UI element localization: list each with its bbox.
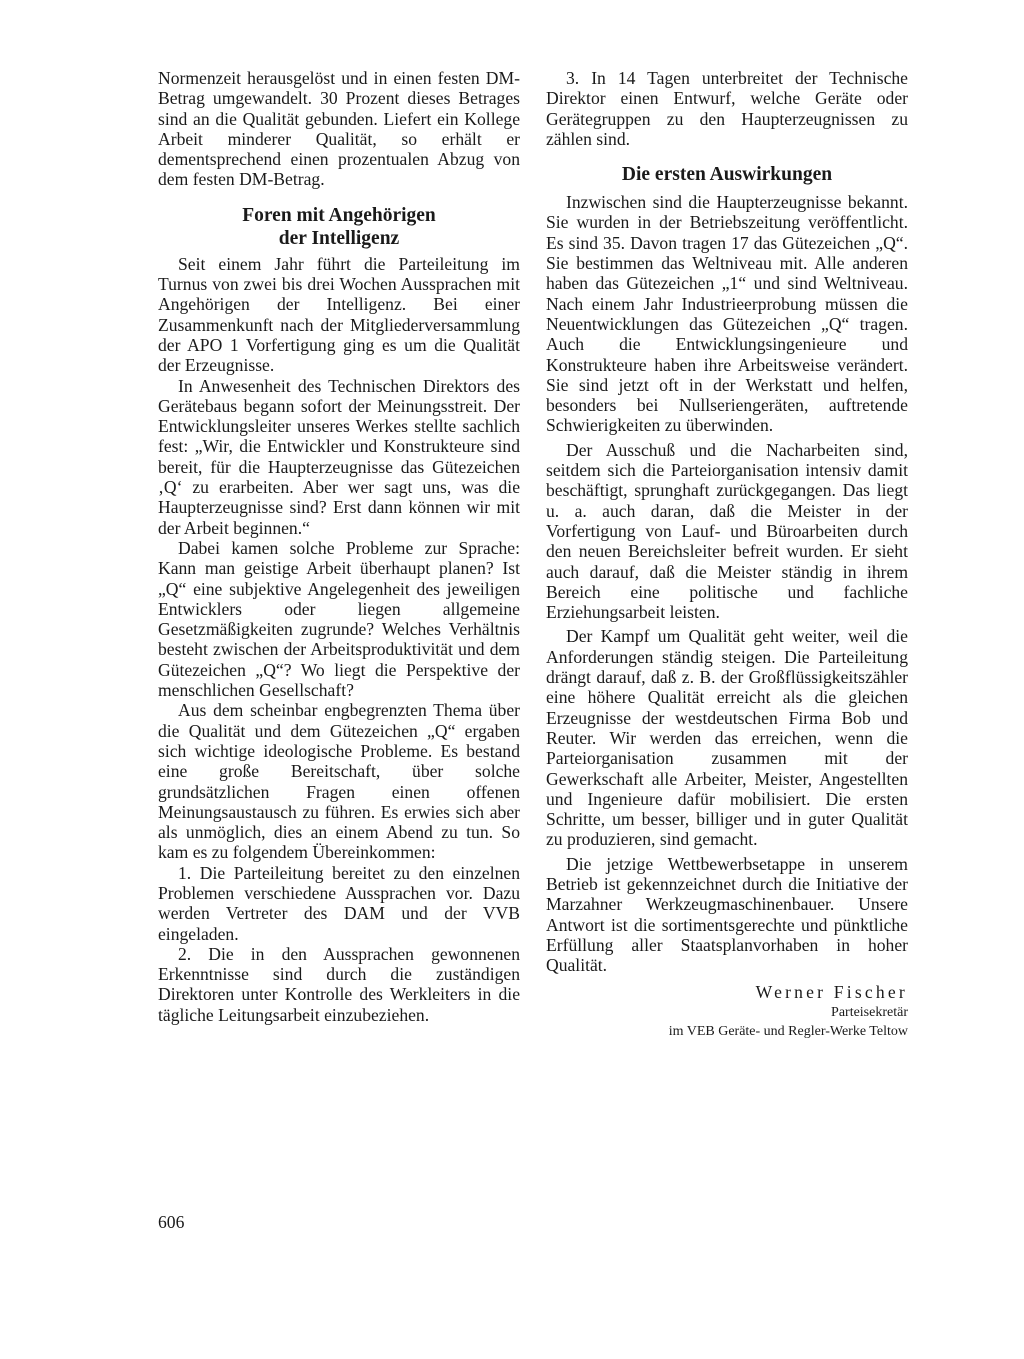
right-paragraph-2: Der Ausschuß und die Nacharbeiten sind, seitdem sich die Parteiorganisation intensiv damit beschäftigt, sprunghaft zurückgegangen. Das liegt u. a. auch daran, daß die Meister in der Vorfertigung von Lauf- und Büroarbeiten durch den neuen Bereichsleiter befreit wurden. Er sieht auch darauf, daß die Meister ständig in ihrem Bereich eine politische und fachliche Erziehungsarbeit leisten. xyxy=(546,439,908,623)
section-heading-auswirkungen: Die ersten Auswirkungen xyxy=(621,164,833,186)
right-paragraph-1: Inzwischen sind die Haupterzeugnisse bekannt. Sie wurden in der Betriebszeitung veröffentlicht. Es sind 35. Davon tragen 17 das Gütezeichen „Q“. Sie bestimmen das Weltniveau mit. Alle anderen haben das Gütezeichen „1“ und sind Weltniveau. Nach einem Jahr Industrieerprobung müssen die Neuentwicklungen das Gütezeichen „Q“ tragen. Auch die Entwicklungsingenieure und Konstrukteure haben ihre Arbeitsweise verändert. Sie sind jetzt oft in der Werkstatt und helfen, besonders bei Nullseriengeräten, auftretende Schwierigkeiten zu überwinden. xyxy=(546,192,908,436)
left-intro-paragraph: Normenzeit herausgelöst und in einen festen DM-Betrag umgewandelt. 30 Prozent dieses Betrages sind an die Qualität gebunden. Liefert ein Kollege Arbeit minderer Qualität, so erhält er dementsprechend einen prozentualen Abzug von dem festen DM-Betrag. xyxy=(158,68,520,190)
left-paragraph-3: Dabei kamen solche Probleme zur Sprache: Kann man geistige Arbeit überhaupt planen? Ist „Q“ eine subjektive Angelegenheit des jeweiligen Entwicklers oder liegen allgemeine Gesetzmäßigkeiten zugrunde? Welches Verhältnis besteht zwischen der Arbeitsproduktivität und dem Gütezeichen „Q“? Wo liegt die Perspektive der menschlichen Gesellschaft? xyxy=(158,537,520,701)
signature-name: Werner Fischer xyxy=(755,982,908,1003)
right-paragraph-3: Der Kampf um Qualität geht weiter, weil die Anforderungen ständig steigen. Die Parteileitung drängt darauf, daß z. B. der Großflüssigkeitszähler eine höhere Qualität erreicht als die gleichen Erzeugnisse der westdeutschen Firma Bob und Reuter. Wir werden das erreichen, wenn die Parteiorganisation zusammen mit der Gewerkschaft alle Arbeiter, Meister, Angestellten und Ingenieure dafür mobilisiert. Die ersten Schritte, um besser, billiger und in guter Qualität zu produzieren, sind gemacht. xyxy=(546,626,908,850)
section-heading-foren-line1: Foren mit Angehörigen xyxy=(242,204,436,226)
left-paragraph-4: Aus dem scheinbar engbegrenzten Thema über die Qualität und dem Gütezeichen „Q“ ergaben sich wichtige ideologische Probleme. Es bestand eine große Bereitschaft, über solche grundsätzlichen Fragen einen offenen Meinungsaustausch zu führen. Es erwies sich aber als unmöglich, dies an einem Abend zu tun. So kam es zu folgendem Übereinkommen: xyxy=(158,700,520,863)
left-paragraph-2: In Anwesenheit des Technischen Direktors des Gerätebaus begann sofort der Meinungsstreit. Der Entwicklungsleiter unseres Werkes stellte sachlich fest: „Wir, die Entwickler und Konstrukteure sind bereit, für die Haupterzeugnisse das Gütezeichen ‚Q‘ zu erarbeiten. Aber wer sagt uns, was die Haupterzeugnisse sind? Erst dann können wir mit der Arbeit beginnen.“ xyxy=(158,375,520,538)
signature-block xyxy=(546,981,908,1041)
signature-organization: im VEB Geräte- und Regler-Werke Teltow xyxy=(668,1024,908,1040)
right-paragraph-4: Die jetzige Wettbewerbsetappe in unserem Betrieb ist gekennzeichnet durch die Initiative der Marzahner Werkzeugmaschinenbauer. Unsere Antwort ist die sortimentsgerechte und pünktliche Erfüllung aller Staatsplanvorhaben in hoher Qualität. xyxy=(546,853,908,976)
right-list-item-3: 3. In 14 Tagen unterbreitet der Technische Direktor einen Entwurf, welche Geräte oder Gerätegruppen zu den Haupterzeugnissen zu zählen sind. xyxy=(546,68,908,149)
right-column xyxy=(546,68,908,1041)
page-number: 606 xyxy=(158,1212,185,1232)
left-list-item-1: 1. Die Parteileitung bereitet zu den einzelnen Problemen verschiedene Aussprachen vor. Dazu werden Vertreter des DAM und der VVB eingeladen. xyxy=(158,862,520,944)
left-list-item-2: 2. Die in den Aussprachen gewonnenen Erkenntnisse sind durch die zuständigen Direktoren unter Kontrolle des Werkleiters in die tägliche Leitungsarbeit einzubeziehen. xyxy=(158,943,520,1025)
left-paragraph-1: Seit einem Jahr führt die Parteileitung im Turnus von zwei bis drei Wochen Aussprachen mit Angehörigen der Intelligenz. Bei einer Zusammenkunft nach der Mitgliederversammlung der APO 1 Vorfertigung ging es um die Qualität der Erzeugnisse. xyxy=(158,253,520,376)
section-heading-foren xyxy=(158,204,520,250)
signature-role: Parteisekretär xyxy=(831,1005,908,1021)
left-column xyxy=(158,68,520,1025)
section-heading-foren-line2: der Intelligenz xyxy=(278,227,400,249)
